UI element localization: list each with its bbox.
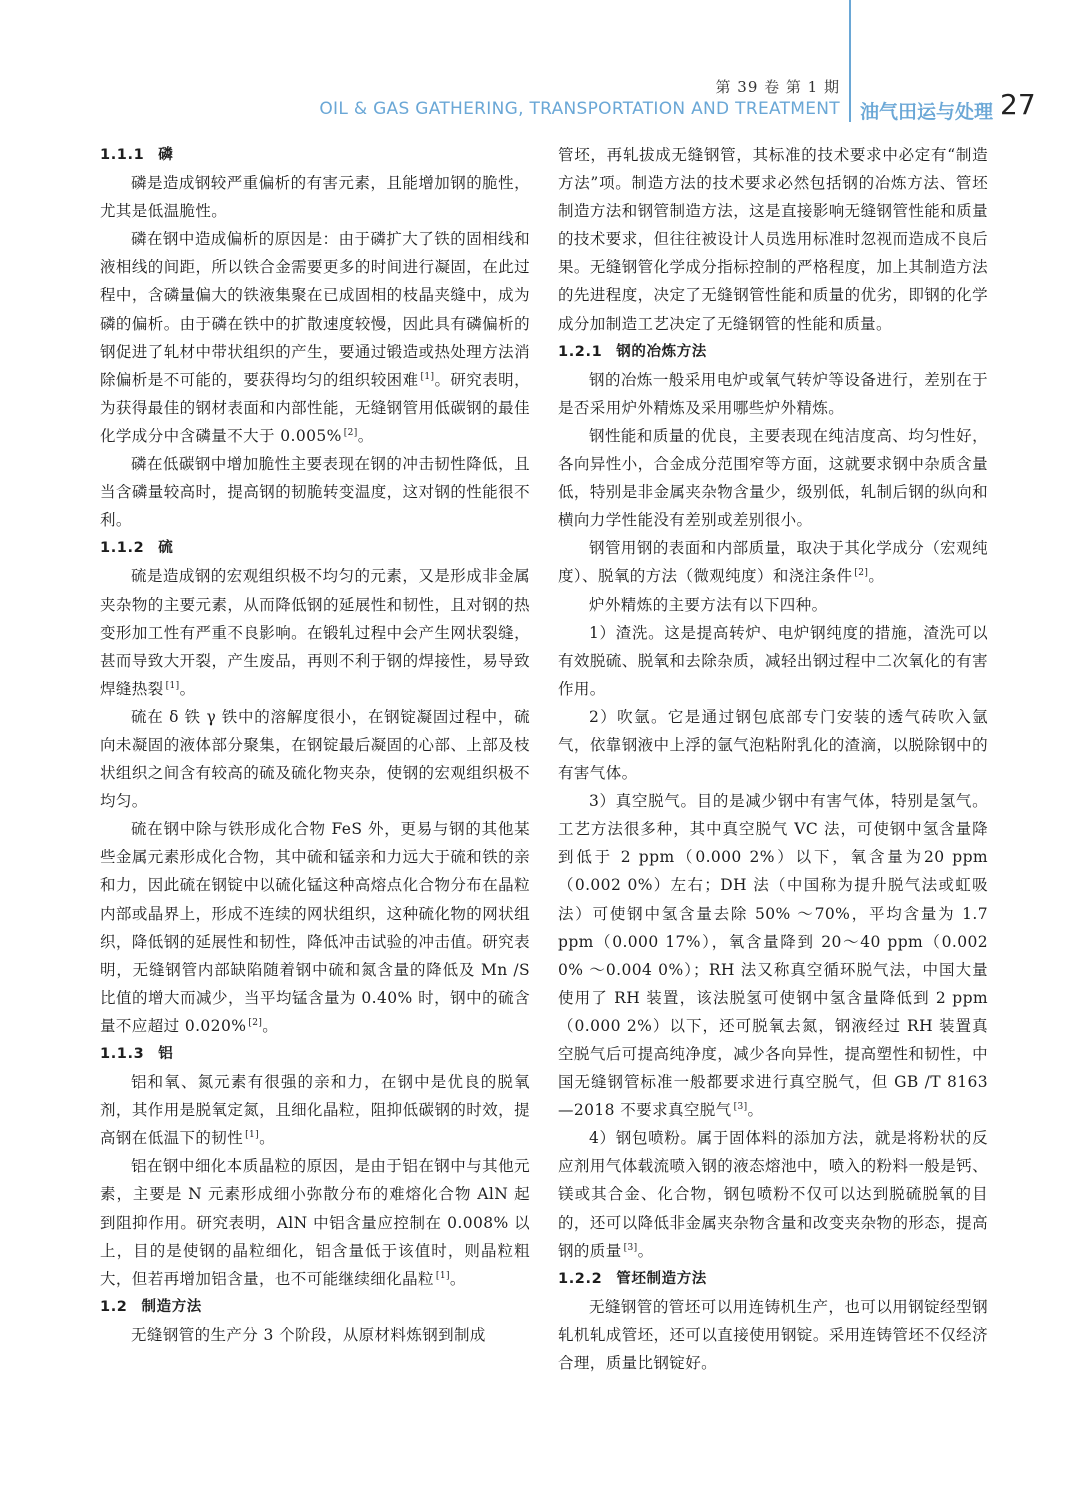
paragraph-text: 。	[637, 1241, 654, 1260]
volume-issue: 第 39 卷 第 1 期	[715, 78, 840, 96]
paragraph	[558, 1124, 988, 1264]
paragraph-text: 磷在钢中造成偏析的原因是：由于磷扩大了铁的固相线和液相线的间距，所以铁合金需要更多的时间进行凝固，在此过程中，含磷量偏大的铁液集聚在已成固相的枝晶夹缝中，成为磷的偏析。由于磷在铁中的扩散速度较慢，因此具有磷偏析的钢促进了轧材中带状组织的产生，要通过锻造或热处理方法消除偏析是不可能的，要获得均匀的组织较困难	[100, 230, 530, 389]
paragraph	[100, 562, 530, 702]
citation-ref: [3]	[623, 1242, 638, 1253]
citation-ref: [2]	[248, 1017, 263, 1028]
section-number: 1.2.2	[558, 1270, 603, 1287]
section-title: 磷	[158, 147, 174, 163]
paragraph	[558, 591, 988, 619]
paragraph-text: 硫在 δ 铁 γ 铁中的溶解度很小，在钢锭凝固过程中，硫向未凝固的液体部分聚集，在钢锭最后凝固的心部、上部及枝状组织之间含有较高的硫及硫化物夹杂，使钢的宏观组织极不均匀。	[100, 707, 530, 811]
paragraph-text: 。	[262, 1016, 279, 1035]
citation-ref: [2]	[343, 427, 358, 438]
section-heading	[558, 1265, 988, 1293]
section-title: 管坯制造方法	[616, 1270, 707, 1287]
section-title: 硫	[158, 540, 174, 557]
paragraph-text: 。	[747, 1101, 764, 1120]
paragraph	[100, 1152, 530, 1292]
citation-ref: [1]	[165, 680, 180, 691]
paragraph-text: 。	[449, 1269, 466, 1288]
paragraph-text: 1）渣洗。这是提高转炉、电炉钢纯度的措施，渣洗可以有效脱硫、脱氧和去除杂质，减轻出钢过程中二次氧化的有害作用。	[558, 623, 988, 698]
header-divider	[849, 0, 851, 122]
section-heading	[100, 1040, 530, 1068]
paragraph-text: 。	[259, 1129, 275, 1148]
paragraph	[558, 422, 988, 534]
paragraph	[100, 815, 530, 1040]
section-number: 1.1.1	[100, 147, 145, 163]
left-column	[100, 141, 530, 1349]
paragraph-continued	[558, 141, 988, 338]
paragraph-text: 钢性能和质量的优良，主要表现在纯洁度高、均匀性好，各向异性小，合金成分范围窄等方面，这就要求钢中杂质含量低，特别是非金属夹杂物含量少，级别低，轧制后钢的纵向和横向力学性能没有差别或差别很小。	[558, 426, 988, 530]
section-heading	[100, 1293, 530, 1321]
paragraph-text: 管坯，再轧拔成无缝钢管，其标准的技术要求中必定有“制造方法”项。制造方法的技术要求必然包括钢的冶炼方法、管坯制造方法和钢管制造方法，这是直接影响无缝钢管性能和质量的技术要求，但往往被设计人员选用标准时忽视而造成不良后果。无缝钢管化学成分指标控制的严格程度，加上其制造方法的先进程度，决定了无缝钢管性能和质量的优劣，即钢的化学成分加制造工艺决定了无缝钢管的性能和质量。	[558, 146, 988, 333]
paragraph-text: 。	[179, 679, 196, 698]
paragraph-text: 磷是造成钢较严重偏析的有害元素，且能增加钢的脆性，尤其是低温脆性。	[100, 174, 530, 221]
section-number: 1.1.3	[100, 1046, 145, 1062]
paragraph-text: 铝和氧、氮元素有很强的亲和力，在钢中是优良的脱氧剂，其作用是脱氧定氮，且细化晶粒，阻抑低碳钢的时效，提高钢在低温下的韧性	[100, 1073, 530, 1148]
paragraph	[558, 1293, 988, 1377]
paragraph	[100, 1321, 530, 1349]
paragraph-text: 。	[357, 426, 374, 445]
paragraph-text: 。	[868, 567, 885, 586]
citation-ref: [2]	[854, 568, 869, 579]
section-heading	[100, 534, 530, 562]
section-number: 1.1.2	[100, 540, 145, 557]
journal-logo-cn: 油气田运与处理	[860, 101, 994, 123]
paragraph-text: 磷在低碳钢中增加脆性主要表现在钢的冲击韧性降低，且当含磷量较高时，提高钢的韧脆转变温度，这对钢的性能很不利。	[100, 455, 530, 530]
section-title: 制造方法	[141, 1298, 202, 1315]
paragraph-text: 2）吹氩。它是通过钢包底部专门安装的透气砖吹入氩气，依靠钢液中上浮的氩气泡粘附乳化的渣滴，以脱除钢中的有害气体。	[558, 707, 988, 783]
right-column	[558, 141, 988, 1377]
paragraph-text: 3）真空脱气。目的是减少钢中有害气体，特别是氢气。工艺方法很多种，其中真空脱气 VC 法，可使钢中氢含量降到低于 2 ppm（0.000 2%）以下，氧含量为20 ppm（0.002 0%）左右；DH 法（中国称为提升脱气法或虹吸法）可使钢中氢含量去除 50% ～70%，平均含量为 1.7 ppm（0.000 17%），氧含量降到 20～40 ppm（0.002 0% ～0.004 0%）；RH 法又称真空循环脱气法，中国大量使用了 RH 装置，该法脱氢可使钢中氢含量降低到 2 ppm（0.000 2%）以下，还可脱氧去氮，钢液经过 RH 装置真空脱气后可提高纯净度，减少各向异性，提高塑性和韧性，中国无缝钢管标准一般都要求进行真空脱气，但 GB /T 8163—2018 不要求真空脱气	[558, 792, 988, 1120]
paragraph-text: 钢管用钢的表面和内部质量，取决于其化学成分（宏观纯度）、脱氧的方法（微观纯度）和浇注条件	[558, 539, 988, 586]
paragraph-text: 钢的冶炼一般采用电炉或氧气转炉等设备进行，差别在于是否采用炉外精炼及采用哪些炉外精炼。	[558, 370, 988, 417]
paragraph	[558, 534, 988, 590]
section-heading	[100, 141, 530, 169]
paragraph-text: 硫在钢中除与铁形成化合物 FeS 外，更易与钢的其他某些金属元素形成化合物，其中硫和锰亲和力远大于硫和铁的亲和力，因此硫在钢锭中以硫化锰这种高熔点化合物分布在晶粒内部或晶界上，形成不连续的网状组织，这种硫化物的网状组织，降低钢的延展性和韧性，降低冲击试验的冲击值。研究表明，无缝钢管内部缺陷随着钢中硫和氮含量的降低及 Mn /S 比值的增大而减少，当平均锰含量为 0.40% 时，钢中的硫含量不应超过 0.020%	[100, 820, 530, 1035]
paragraph-text: 。研究表明，为获得最佳的钢材表面和内部性能，无缝钢管用低碳钢的最佳化学成分中含磷量不大于 0.005%	[100, 370, 530, 445]
paragraph	[100, 703, 530, 815]
section-heading	[558, 338, 988, 366]
paragraph-text: 铝在钢中细化本质晶粒的原因，是由于铝在钢中与其他元素，主要是 N 元素形成细小弥散分布的难熔化合物 AlN 起到阻抑作用。研究表明，AlN 中铝含量应控制在 0.008% 以上，目的是使钢的晶粒细化，铝含量低于该值时，则晶粒粗大，但若再增加铝含量，也不可能继续细化晶粒	[100, 1157, 530, 1288]
paragraph	[100, 169, 530, 225]
section-number: 1.2.1	[558, 343, 603, 360]
citation-ref: [1]	[245, 1130, 260, 1141]
paragraph	[558, 619, 988, 703]
paragraph-text: 4）钢包喷粉。属于固体料的添加方法，就是将粉状的反应剂用气体载流喷入钢的液态熔池中，喷入的粉料一般是钙、镁或其合金、化合物，钢包喷粉不仅可以达到脱硫脱氧的目的，还可以降低非金属夹杂物含量和改变夹杂物的形态，提高钢的质量	[558, 1129, 988, 1260]
citation-ref: [1]	[435, 1270, 450, 1281]
paragraph	[558, 366, 988, 422]
section-number: 1.2	[100, 1298, 128, 1315]
section-title: 铝	[158, 1046, 174, 1062]
paragraph	[100, 450, 530, 534]
journal-title-en: OIL & GAS GATHERING, TRANSPORTATION AND TREATMENT	[319, 99, 840, 119]
paragraph-text: 硫是造成钢的宏观组织极不均匀的元素，又是形成非金属夹杂物的主要元素，从而降低钢的延展性和韧性，且对钢的热变形加工性有严重不良影响。在锻轧过程中会产生网状裂缝，甚而导致大开裂，产生废品，再则不利于钢的焊接性，易导致焊缝热裂	[100, 567, 530, 698]
citation-ref: [3]	[733, 1102, 748, 1113]
paragraph	[100, 1068, 530, 1152]
paragraph	[558, 787, 988, 1124]
section-title: 钢的冶炼方法	[616, 343, 707, 360]
paragraph	[100, 225, 530, 450]
page-number: 27	[1000, 88, 1036, 121]
paragraph	[558, 703, 988, 787]
paragraph-text: 无缝钢管的管坯可以用连铸机生产，也可以用钢锭经型钢轧机轧成管坯，还可以直接使用钢锭。采用连铸管坯不仅经济合理，质量比钢锭好。	[558, 1297, 988, 1373]
citation-ref: [1]	[420, 371, 435, 382]
paragraph-text: 无缝钢管的生产分 3 个阶段，从原材料炼钢到制成	[131, 1325, 486, 1344]
paragraph-text: 炉外精炼的主要方法有以下四种。	[589, 595, 828, 614]
